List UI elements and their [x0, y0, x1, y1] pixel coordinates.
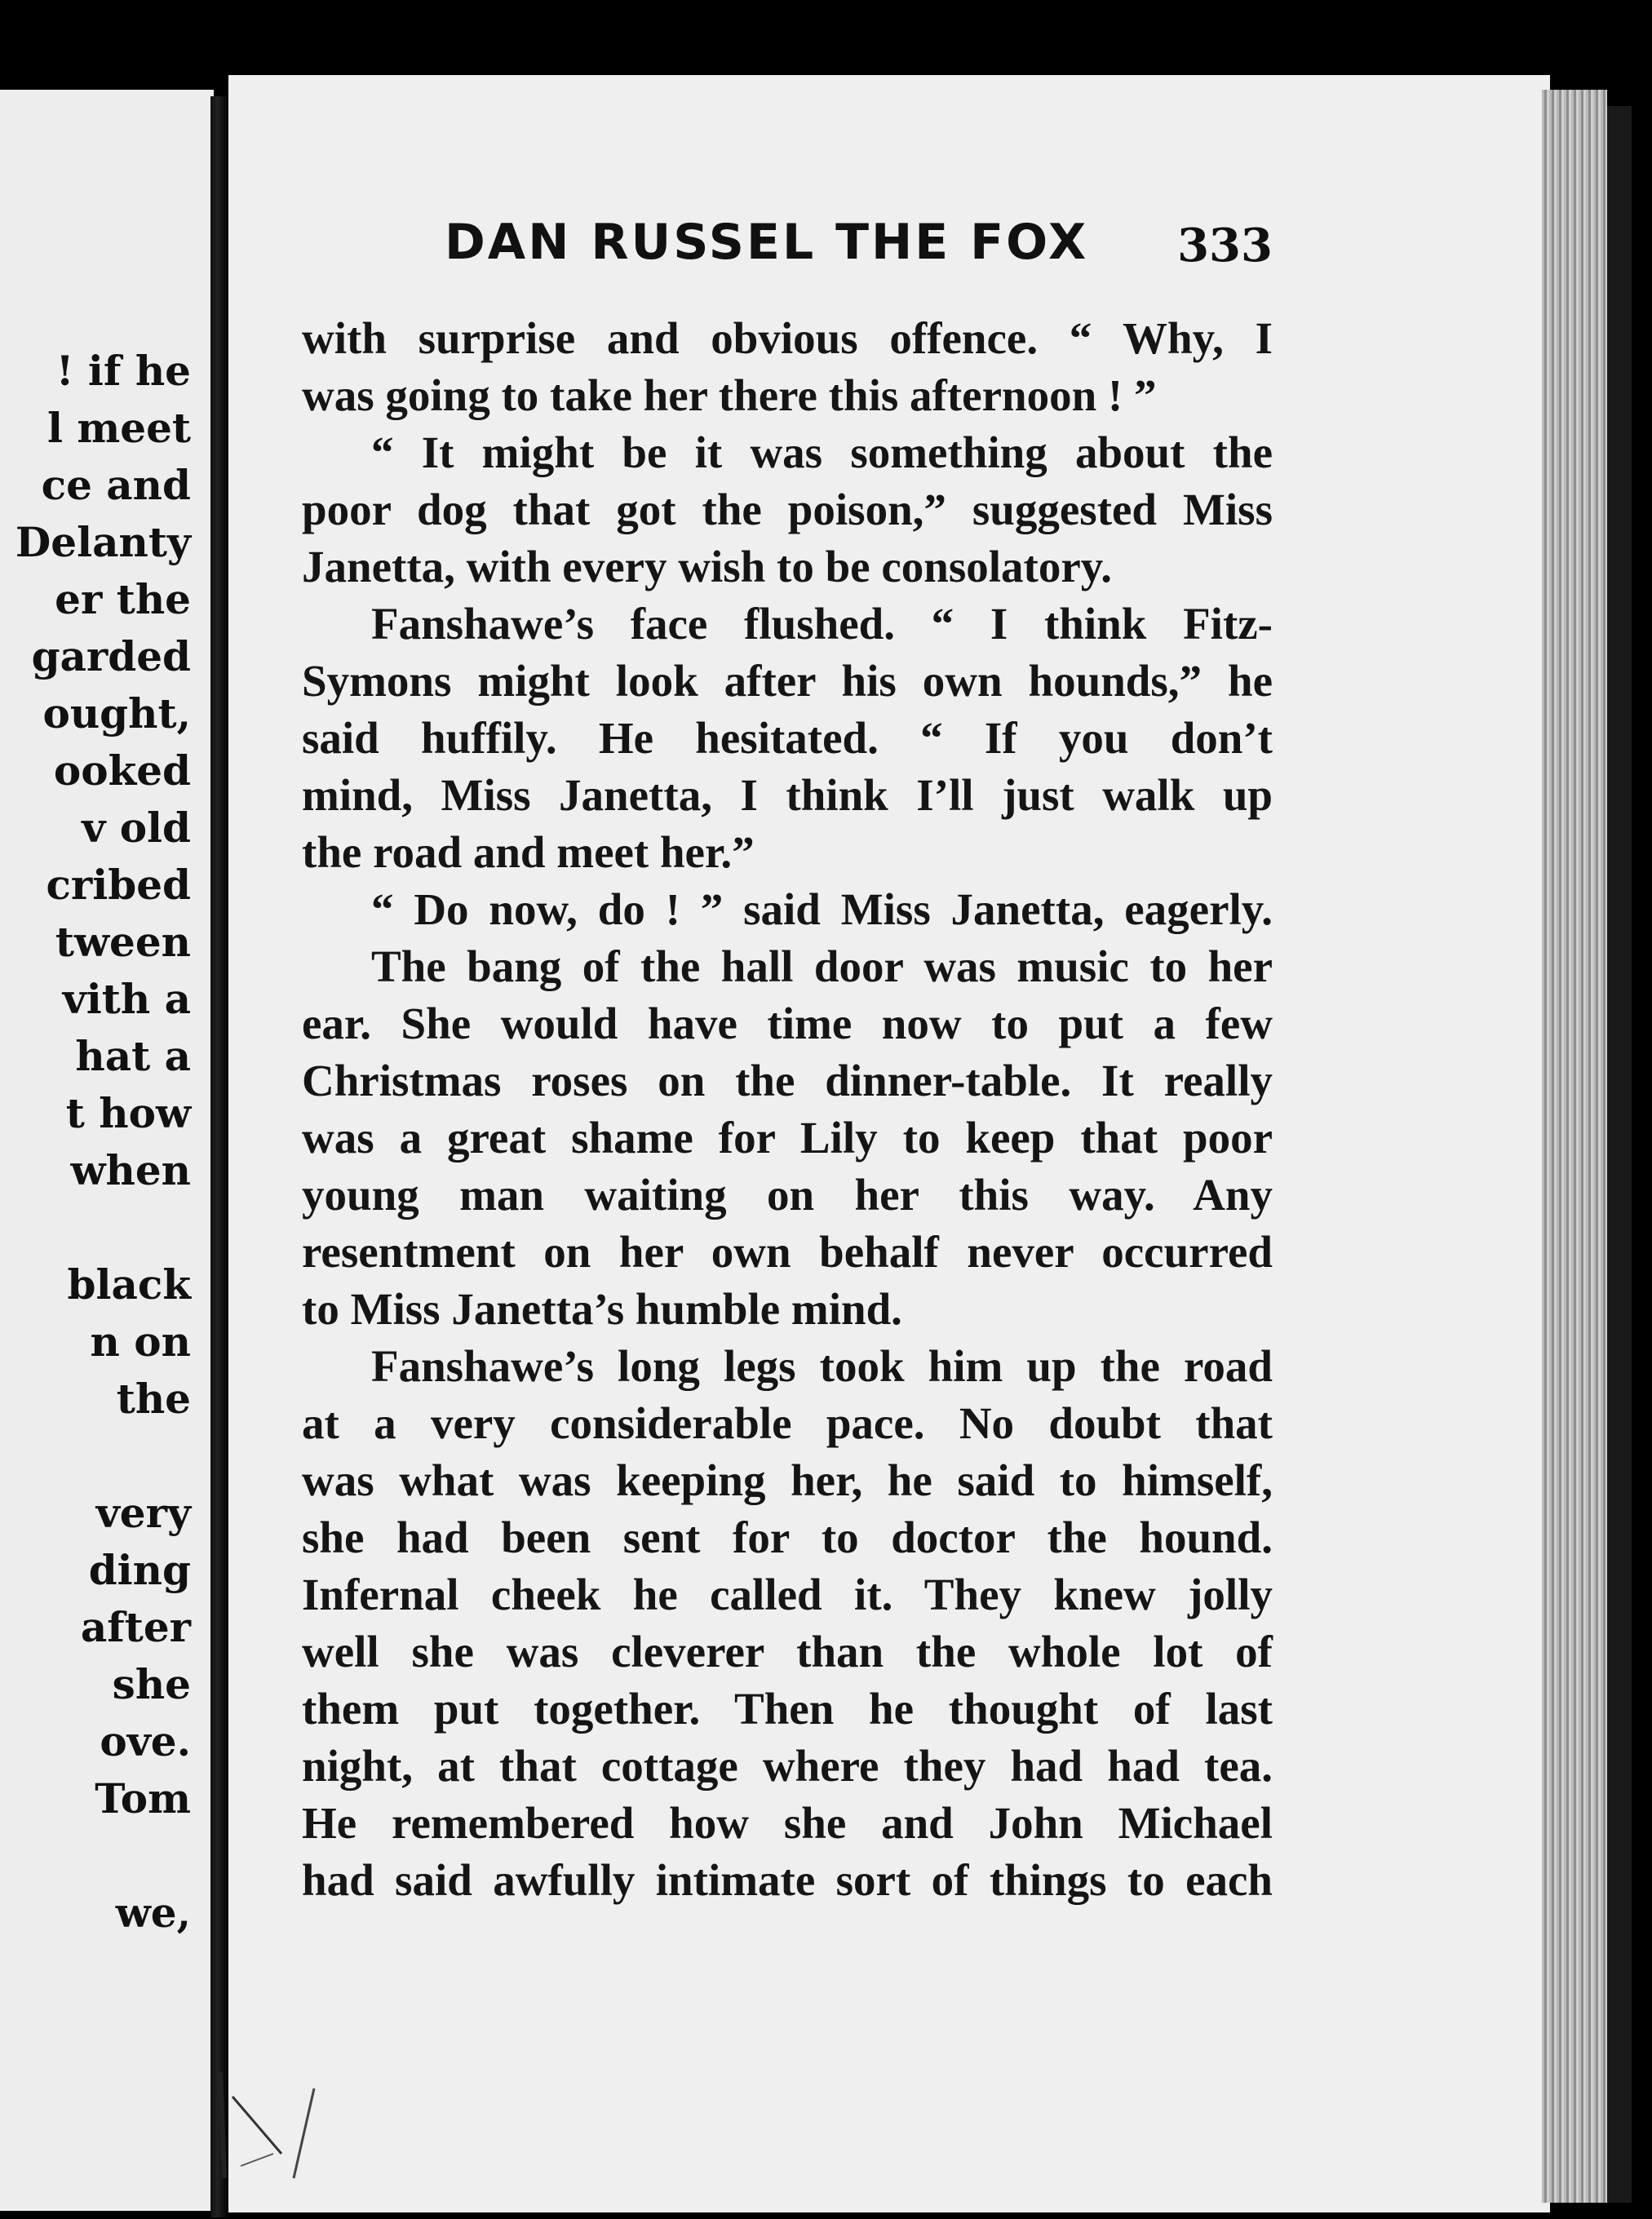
- text-line: resentment on her own behalf never occurred: [302, 1227, 1273, 1277]
- page-edges: [1542, 90, 1607, 2203]
- left-line: we,: [115, 1889, 191, 1937]
- left-line: she: [112, 1660, 191, 1708]
- text-line: Fanshawe’s face flushed. “ I think Fitz-: [371, 599, 1273, 649]
- left-line: Delanty: [15, 518, 191, 566]
- body-text: [302, 310, 1273, 1909]
- book-gutter: [210, 96, 228, 2217]
- left-line: ding: [88, 1546, 191, 1594]
- left-line: ought,: [42, 689, 191, 737]
- text-line: Symons might look after his own hounds,” he: [302, 656, 1273, 706]
- text-line: at a very considerable pace. No doubt that: [302, 1398, 1273, 1448]
- text-line: the road and meet her.”: [302, 827, 755, 877]
- left-line: black: [67, 1260, 191, 1309]
- left-line: Tom: [95, 1774, 191, 1823]
- text-line: mind, Miss Janetta, I think I’ll just walk up: [302, 770, 1273, 820]
- left-line: v old: [82, 804, 191, 852]
- text-line: was what was keeping her, he said to himself,: [302, 1455, 1273, 1505]
- running-title: DAN RUSSEL THE FOX: [445, 214, 1089, 271]
- left-line: ove.: [100, 1717, 191, 1765]
- text-line: them put together. Then he thought of last: [302, 1684, 1273, 1734]
- left-line: vith a: [62, 975, 191, 1023]
- text-line: to Miss Janetta’s humble mind.: [302, 1284, 902, 1334]
- text-line: Christmas roses on the dinner-table. It really: [302, 1056, 1273, 1105]
- text-line: “ Do now, do ! ” said Miss Janetta, eagerly.: [371, 884, 1273, 934]
- text-line: Infernal cheek he called it. They knew jolly: [302, 1570, 1273, 1619]
- left-line: tween: [55, 918, 191, 966]
- text-line: said huffily. He hesitated. “ If you don’t: [302, 713, 1273, 763]
- left-line: cribed: [46, 861, 191, 909]
- text-line: was going to take her there this afternoon ! ”: [302, 370, 1157, 420]
- left-line: very: [95, 1489, 191, 1537]
- scan-corner-mark: [216, 2064, 339, 2186]
- left-line: ! if he: [55, 347, 191, 395]
- left-line: after: [80, 1603, 191, 1651]
- text-line: young man waiting on her this way. Any: [302, 1170, 1273, 1220]
- left-line: hat a: [75, 1032, 191, 1080]
- text-line: “ It might be it was something about the: [371, 427, 1273, 477]
- text-line: He remembered how she and John Michael: [302, 1798, 1273, 1848]
- text-line: poor dog that got the poison,” suggested Miss: [302, 485, 1273, 534]
- text-line: with surprise and obvious offence. “ Why, I: [302, 313, 1273, 363]
- text-line: The bang of the hall door was music to her: [371, 941, 1273, 991]
- text-line: was a great shame for Lily to keep that poor: [302, 1113, 1273, 1163]
- text-line: she had been sent for to doctor the hound.: [302, 1513, 1273, 1562]
- text-line: well she was cleverer than the whole lot of: [302, 1627, 1273, 1676]
- page-number: 333: [1177, 219, 1273, 272]
- left-line: the: [116, 1375, 191, 1423]
- left-line: when: [70, 1146, 191, 1194]
- text-line: Janetta, with every wish to be consolatory.: [302, 542, 1112, 591]
- text-line: night, at that cottage where they had had tea.: [302, 1741, 1273, 1791]
- left-line: ce and: [41, 461, 191, 509]
- left-line: er the: [55, 575, 191, 623]
- text-line: ear. She would have time now to put a few: [302, 999, 1273, 1048]
- running-head: [445, 214, 1273, 282]
- text-line: had said awfully intimate sort of things to each: [302, 1855, 1273, 1905]
- left-line: n on: [90, 1318, 191, 1366]
- facing-page-left: [0, 90, 214, 2211]
- left-line: garded: [31, 632, 191, 680]
- left-line: ooked: [53, 746, 191, 795]
- left-line: l meet: [47, 404, 191, 452]
- page-edge-shadow: [1607, 106, 1632, 2203]
- text-line: Fanshawe’s long legs took him up the road: [371, 1341, 1273, 1391]
- left-line: t how: [65, 1089, 191, 1137]
